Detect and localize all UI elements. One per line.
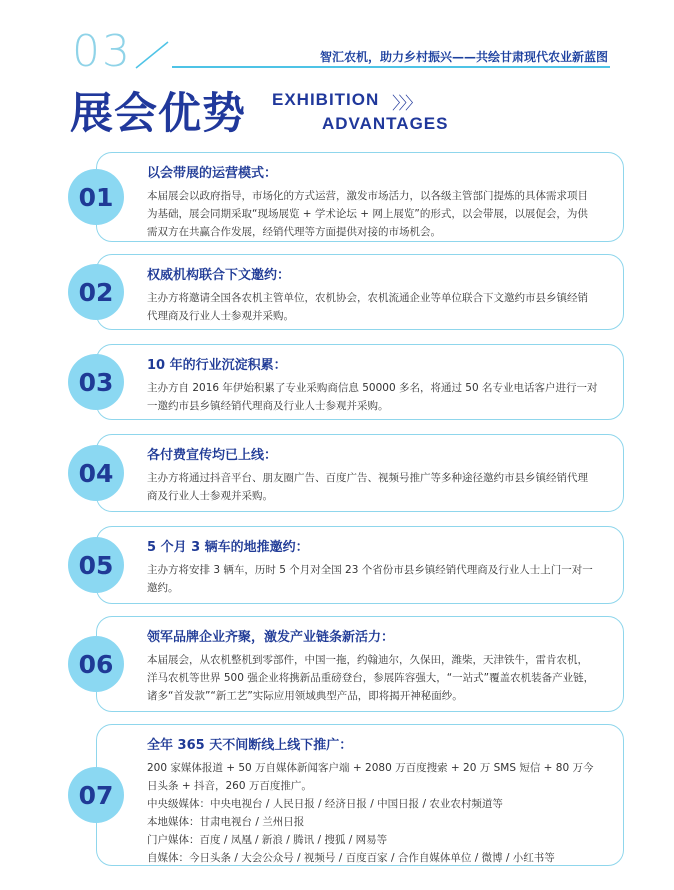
advantage-body: 主办方将邀请全国各农机主管单位，农机协会，农机流通企业等单位联合下文邀约市县乡镇经销代理商及行业人士参观并采购。: [147, 292, 588, 322]
title-en-line2: ADVANTAGES: [322, 114, 449, 133]
number-badge: 04: [68, 445, 124, 501]
advantage-item-03: [68, 344, 624, 420]
advantage-body: [147, 759, 598, 867]
chevrons-icon: 〉〉〉: [392, 94, 420, 114]
section-number: 03: [72, 26, 132, 77]
number-badge: 05: [68, 537, 124, 593]
media-line-self: 自媒体：今日头条 / 大会公众号 / 视频号 / 百度百家 / 合作自媒体单位 / 微博 / 小红书等: [147, 852, 555, 864]
page-title: 展会优势: [70, 89, 246, 139]
advantage-heading: 5 个月 3 辆车的地推邀约：: [147, 540, 309, 555]
media-line-local: 本地媒体：甘肃电视台 / 兰州日报: [147, 816, 305, 828]
advantage-item-04: [68, 434, 624, 512]
number-badge: 03: [68, 354, 124, 410]
title-en-line1: EXHIBITION: [272, 90, 380, 109]
number-badge: 06: [68, 636, 124, 692]
slash-decoration: [132, 40, 172, 70]
advantage-body: 本届展会，从农机整机到零部件，中国一拖，约翰迪尔，久保田，潍柴，天津铁牛，雷肯农机，洋马农机等世界 500 强企业将携新品重磅登台，参展阵容强大，“一站式”覆盖农机装备产业链，诸多“首发款”“新工艺”实际应用领域典型产品，即将揭开神秘面纱。: [147, 654, 595, 702]
media-line-portal: 门户媒体：百度 / 凤凰 / 新浪 / 腾讯 / 搜狐 / 网易等: [147, 834, 388, 846]
page-subtitle: 智汇农机，助力乡村振兴——共绘甘肃现代农业新蓝图: [319, 50, 608, 64]
advantage-item-07: [68, 724, 624, 866]
advantage-body: 本届展会以政府指导，市场化的方式运营，激发市场活力，以各级主管部门提炼的具体需求项目为基础，展会同期采取“现场展览 + 学术论坛 + 网上展览”的形式，以会带展，以展促会，为供需双方在共赢合作发展，经销代理等方面提供对接的市场机会。: [147, 190, 588, 238]
media-line-central: 中央级媒体：中央电视台 / 人民日报 / 经济日报 / 中国日报 / 农业农村频道等: [147, 798, 503, 810]
header-line: [172, 66, 610, 68]
advantage-heading: 领军品牌企业齐聚，激发产业链条新活力：: [147, 630, 395, 645]
advantage-heading: 各付费宣传均已上线：: [147, 448, 278, 463]
advantage-heading: 10 年的行业沉淀积累：: [147, 358, 287, 373]
advantage-heading: 以会带展的运营模式：: [147, 166, 278, 181]
advantage-item-05: [68, 526, 624, 604]
advantage-body: 主办方将安排 3 辆车，历时 5 个月对全国 23 个省份市县乡镇经销代理商及行业人士上门一对一邀约。: [147, 564, 593, 594]
number-badge: 01: [68, 169, 124, 225]
advantage-heading: 权威机构联合下文邀约：: [147, 268, 291, 283]
advantage-heading: 全年 365 天不间断线上线下推广：: [147, 738, 353, 753]
number-badge: 07: [68, 767, 124, 823]
advantage-body: 主办方自 2016 年伊始积累了专业采购商信息 50000 多名，将通过 50 名专业电话客户进行一对一邀约市县乡镇经销代理商及行业人士参观并采购。: [147, 382, 598, 412]
advantage-item-02: [68, 254, 624, 330]
number-badge: 02: [68, 264, 124, 320]
advantage-item-06: [68, 616, 624, 712]
advantage-item-01: [68, 152, 624, 242]
advantage-body: 主办方将通过抖音平台、朋友圈广告、百度广告、视频号推广等多种途径邀约市县乡镇经销代理商及行业人士参观并采购。: [147, 472, 588, 502]
promotion-summary: 200 家媒体报道 + 50 万自媒体新闻客户端 + 2080 万百度搜索 + 20 万 SMS 短信 + 80 万今日头条 + 抖音，260 万百度推广。: [147, 762, 594, 792]
